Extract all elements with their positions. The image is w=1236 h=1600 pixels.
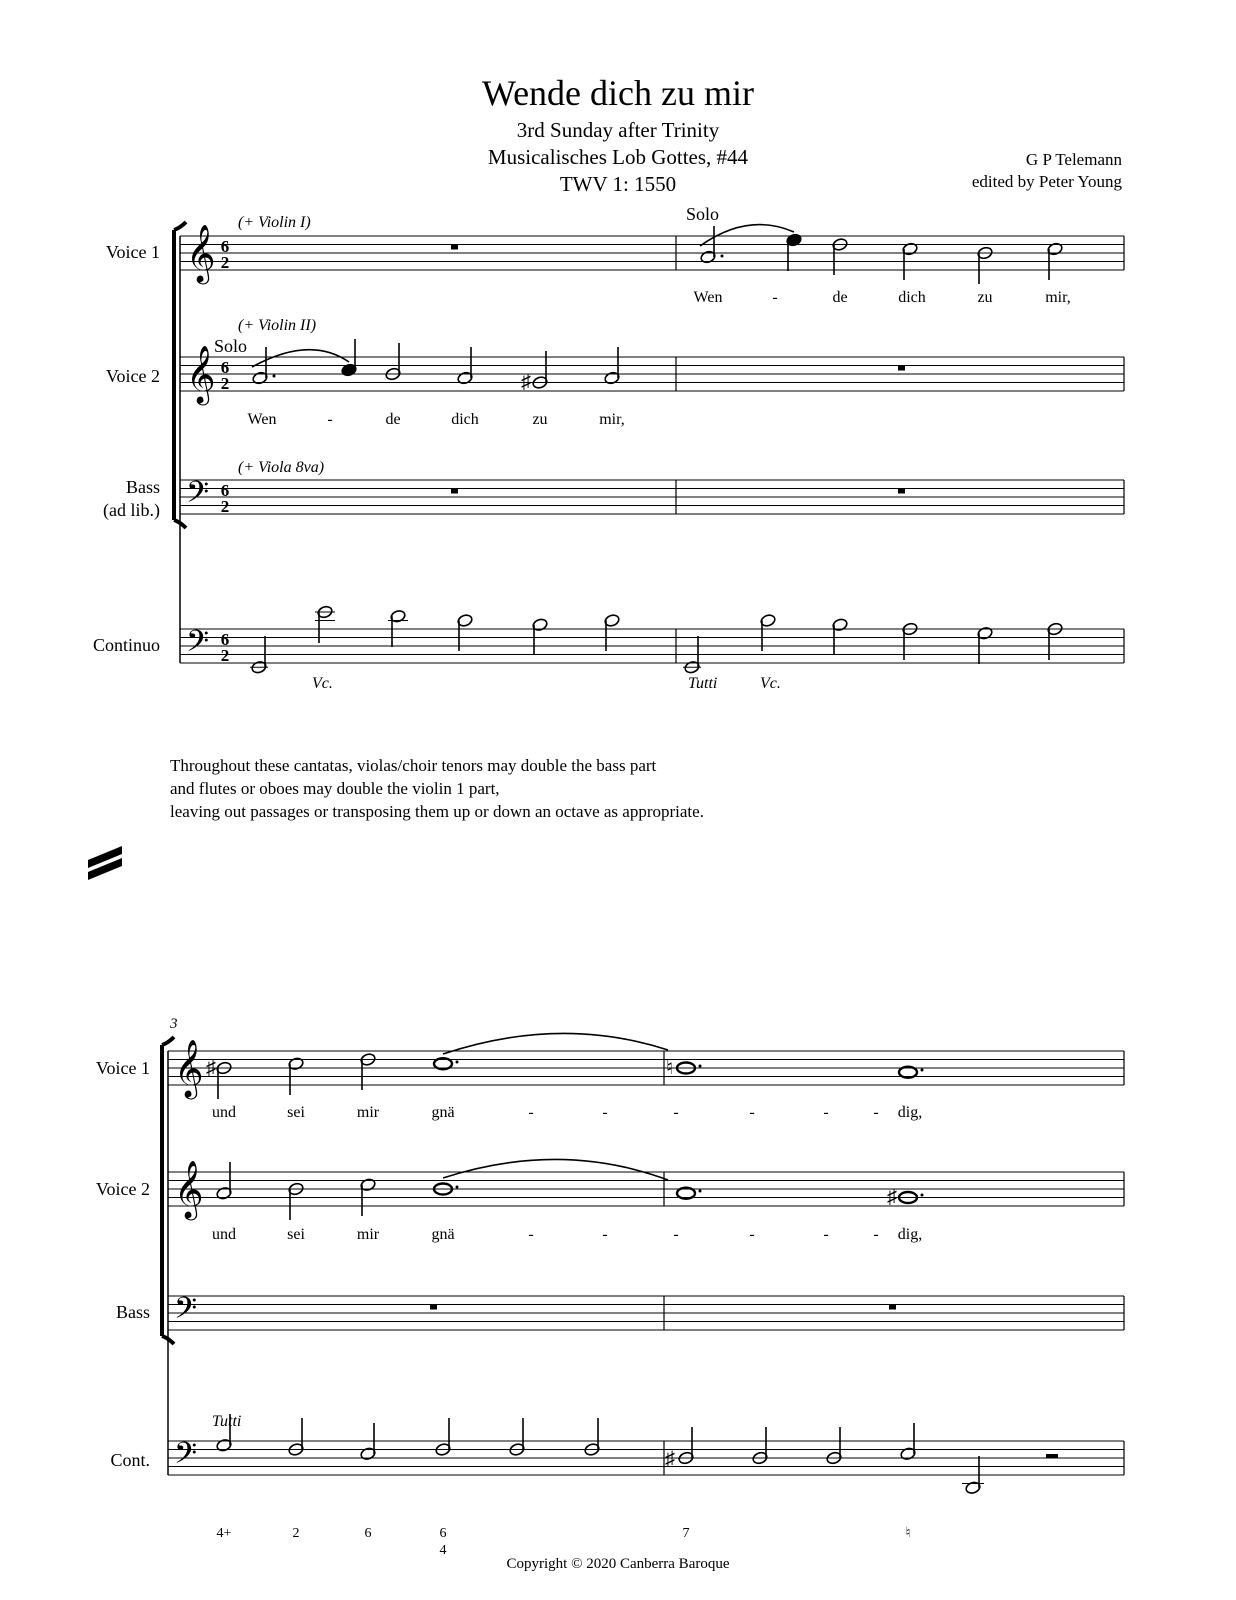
- continuo-marking: Vc.: [760, 675, 781, 692]
- bass-clef-icon: 𝄢: [174, 1292, 198, 1332]
- label-voice-2: Voice 2: [95, 1179, 150, 1199]
- figure: 4: [439, 1543, 447, 1558]
- sharp-icon: ♯: [887, 1186, 897, 1208]
- continuo-marking: Vc.: [312, 675, 333, 692]
- bass-clef-icon: 𝄢: [186, 476, 210, 516]
- figure: 2: [292, 1526, 300, 1541]
- bass-clef-icon: 𝄢: [174, 1437, 198, 1477]
- label-bass: Bass: [115, 1302, 150, 1322]
- whole-rest-icon: [889, 1305, 896, 1310]
- barlines: [664, 1051, 1124, 1475]
- measure-number: 3: [170, 1016, 178, 1032]
- label-voice-2: Voice 2: [105, 366, 160, 386]
- lyric: zu: [977, 289, 993, 306]
- lyric: mir: [356, 1104, 380, 1121]
- voice-2-notes: [216, 1159, 924, 1220]
- composer-name: G P Telemann: [1025, 150, 1122, 169]
- label-bass: Bass: [125, 477, 160, 497]
- sharp-icon: ♯: [521, 371, 531, 393]
- label-bass-adlib: (ad lib.): [103, 500, 160, 520]
- lyric: und: [212, 1104, 236, 1121]
- lyric: -: [749, 1104, 755, 1121]
- whole-rest-icon: [430, 1305, 437, 1310]
- staff-lines: [168, 1051, 1124, 1475]
- time-sig-num: 6: [220, 481, 230, 500]
- treble-clef-icon: 𝄞: [174, 1161, 204, 1217]
- lyric: -: [602, 1104, 608, 1121]
- lyric: zu: [532, 411, 548, 428]
- lyric: -: [673, 1226, 679, 1243]
- lyric: gnä: [431, 1226, 455, 1243]
- figure: ♮: [905, 1526, 911, 1541]
- doubling-marking: (+ Violin I): [238, 214, 311, 231]
- voice-1-notes: [216, 1033, 924, 1099]
- lyric: Wen: [247, 411, 277, 428]
- lyric: -: [673, 1104, 679, 1121]
- lyric: dig,: [897, 1104, 923, 1121]
- lyric: dich: [451, 411, 479, 428]
- voice-1-lyrics: [694, 289, 1071, 306]
- lyric: -: [823, 1226, 829, 1243]
- system-separator-icon: [88, 846, 122, 880]
- note-line-1: Throughout these cantatas, violas/choir tenors may double the bass part: [170, 756, 657, 775]
- subtitle-catalogue: TWV 1: 1550: [559, 172, 677, 196]
- copyright-notice: Copyright © 2020 Canberra Baroque: [506, 1556, 730, 1572]
- continuo-notes: [250, 605, 1063, 674]
- lyric: -: [873, 1104, 879, 1121]
- subtitle-collection: Musicalisches Lob Gottes, #44: [487, 145, 749, 169]
- figure: 4+: [216, 1526, 232, 1541]
- natural-icon: ♮: [666, 1057, 674, 1079]
- lyric: -: [873, 1226, 879, 1243]
- whole-rest-icon: [898, 366, 905, 371]
- lyric: dig,: [897, 1226, 923, 1243]
- continuo-notes: [216, 1414, 984, 1495]
- figure: 7: [682, 1526, 690, 1541]
- lyric: -: [528, 1226, 534, 1243]
- note-line-2: and flutes or oboes may double the violin 1 part,: [170, 779, 500, 798]
- treble-clef-icon: 𝄞: [186, 346, 216, 402]
- label-voice-1: Voice 1: [105, 242, 160, 262]
- lyric: mir,: [1045, 289, 1071, 306]
- whole-rest-icon: [898, 489, 905, 494]
- label-continuo: Continuo: [92, 635, 160, 655]
- lyric: -: [749, 1226, 755, 1243]
- treble-clef-icon: 𝄞: [174, 1040, 204, 1096]
- lyric: -: [772, 289, 778, 306]
- system-1: [93, 204, 1124, 692]
- treble-clef-icon: 𝄞: [186, 225, 216, 281]
- subtitle-occasion: 3rd Sunday after Trinity: [516, 118, 720, 142]
- voice-1-lyrics: [212, 1104, 922, 1121]
- lyric: -: [327, 411, 333, 428]
- voice-2-lyrics: [248, 411, 625, 428]
- lyric: de: [385, 411, 401, 428]
- half-rest-icon: [1046, 1454, 1058, 1458]
- lyric: gnä: [431, 1104, 455, 1121]
- note-line-3: leaving out passages or transposing them up or down an octave as appropriate.: [170, 802, 704, 821]
- bass-clef-icon: 𝄢: [186, 625, 210, 665]
- continuo-marking: Tutti: [212, 1413, 242, 1430]
- time-sig-num: 6: [220, 630, 230, 649]
- whole-rest-icon: [451, 245, 458, 250]
- lyric: de: [832, 289, 848, 306]
- time-sig-num: 6: [220, 237, 230, 256]
- piece-title: Wende dich zu mir: [481, 73, 754, 113]
- voice-1-notes: [700, 225, 1064, 284]
- lyric: Wen: [693, 289, 723, 306]
- figured-bass: [217, 1526, 911, 1558]
- lyric: mir: [356, 1226, 380, 1243]
- continuo-marking: Tutti: [688, 675, 718, 692]
- lyric: sei: [287, 1226, 305, 1243]
- voice-2-lyrics: [212, 1226, 922, 1243]
- time-sig-den: 2: [220, 374, 230, 393]
- slur: [443, 1159, 668, 1180]
- lyric: dich: [898, 289, 926, 306]
- lyric: -: [823, 1104, 829, 1121]
- time-sig-den: 2: [220, 253, 230, 272]
- lyric: sei: [287, 1104, 305, 1121]
- doubling-marking: (+ Viola 8va): [238, 459, 325, 476]
- label-continuo: Cont.: [110, 1450, 150, 1470]
- sharp-icon: ♯: [206, 1057, 216, 1079]
- sharp-icon: ♯: [665, 1448, 675, 1470]
- lyric: -: [602, 1226, 608, 1243]
- solo-marking: Solo: [686, 204, 720, 224]
- time-sig-den: 2: [220, 646, 230, 665]
- doubling-marking: (+ Violin II): [238, 317, 317, 334]
- lyric: und: [212, 1226, 236, 1243]
- lyric: -: [528, 1104, 534, 1121]
- solo-marking: Solo: [214, 336, 248, 356]
- whole-rest-icon: [451, 489, 458, 494]
- time-sig-den: 2: [220, 497, 230, 516]
- figure: 6: [439, 1526, 447, 1541]
- time-sig-num: 6: [220, 358, 230, 377]
- lyric: mir,: [599, 411, 625, 428]
- system-2: [96, 1016, 1124, 1558]
- figure: 6: [364, 1526, 372, 1541]
- editor-credit: edited by Peter Young: [971, 172, 1122, 191]
- label-voice-1: Voice 1: [95, 1058, 150, 1078]
